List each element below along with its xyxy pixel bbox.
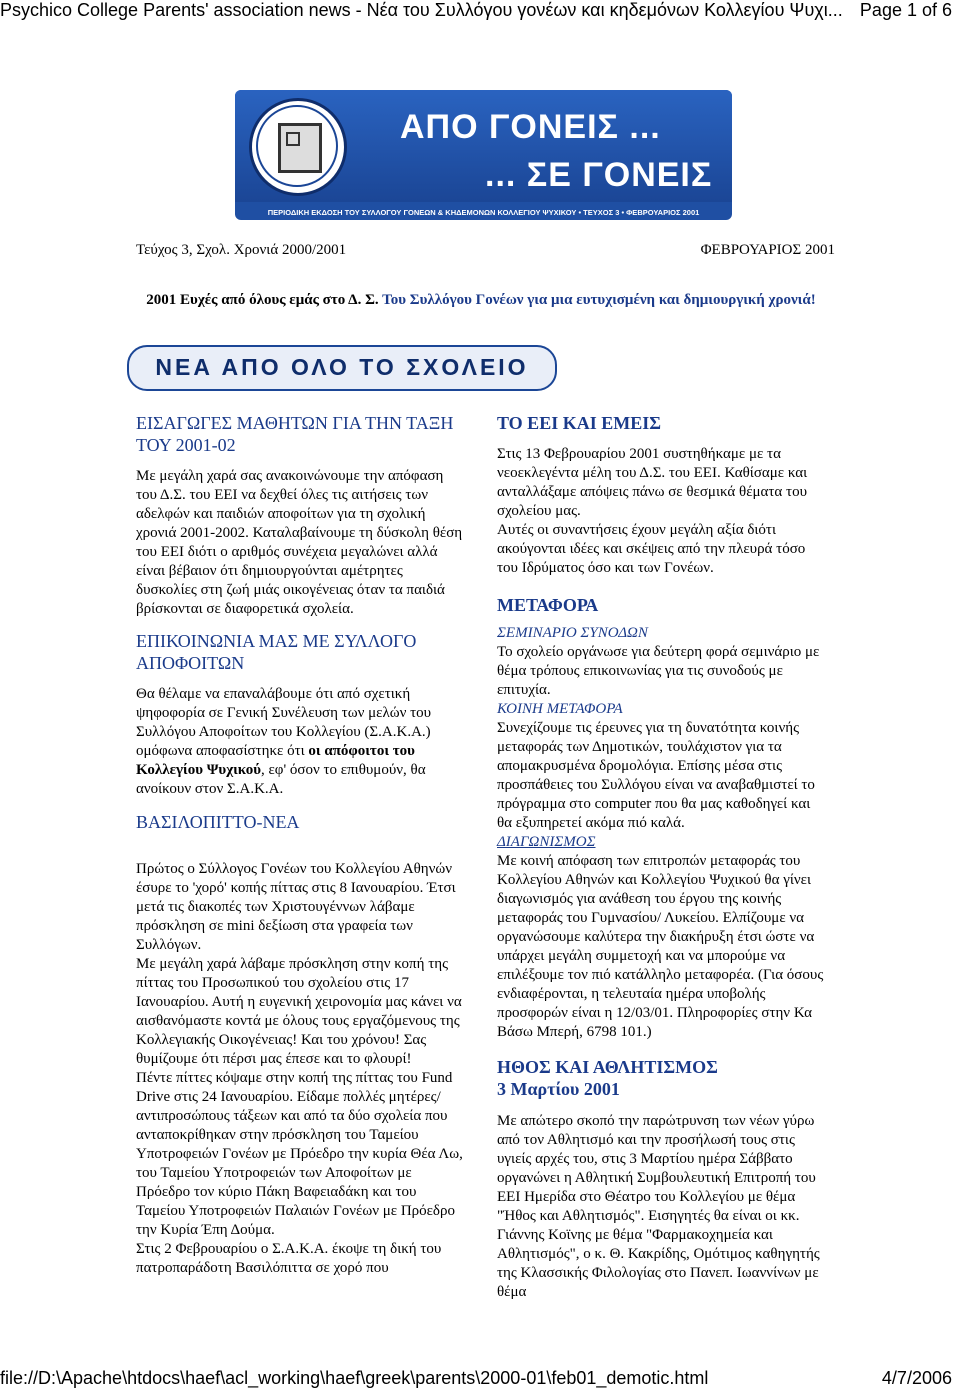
page-number: Page 1 of 6 bbox=[859, 0, 952, 20]
vasilopitta-p4: Στις 2 Φεβρουαρίου ο Σ.Α.Κ.Α. έκοψε τη δική του πατροπαράδοτη Βασιλόπιττα σε χορό που bbox=[136, 1241, 442, 1276]
transport-p2: Συνεχίζουμε τις έρευνες για τη δυνατότητα κοινής μεταφοράς των Δημοτικών, τουλάχιστον για τα απομακρυσμένα δρομολόγια. Επίσης μέσα στις προσπάθειες του Συλλόγου είναι να αναβαθμιστεί το πρόγραμμα στο computer που θα μας καθοδηγεί και θα εξυπηρετεί ακόμα πιό καλά. bbox=[497, 720, 815, 831]
footer-file-path: file://D:\Apache\htdocs\haef\acl_working\haef\greek\parents\2000-01\feb01_demotic.html bbox=[0, 1368, 709, 1388]
vasilopitta-p1: Πρώτος ο Σύλλογος Γονέων του Κολλεγίου Αθηνών έσυρε το 'χορό' κοπής πίττας στις 8 Ιανουαρίου. Έτσι μετά τις διακοπές των Χριστουγέννων λάβαμε πρόσκληση σε mini δεξίωση στα γραφεία των Συλλόγων. bbox=[136, 861, 456, 953]
alumni-title: ΕΠΙΚΟΙΝΩΝΙΑ ΜΑΣ ΜΕ ΣΥΛΛΟΓΟ ΑΠΟΦΟΙΤΩΝ bbox=[136, 631, 417, 673]
transport-p3: Με κοινή απόφαση των επιτροπών μεταφοράς του Κολλεγίου Αθηνών και Κολλεγίου Ψυχικού θα γίνει διαγωνισμός για ανάθεση του έργου της κοινής μεταφοράς του Γυμνασίου/ Λυκείου. Ελπίζουμε να οργανώσουμε καλύτερα την διακήρυξη έτσι ώστε να υπάρχει μεγάλη συμμετοχή και να μπορούμε να επιλέξουμε τον πιό κατάλληλο μεταφορέα. (Για όσους ενδιαφέρονται, η τελευταία ημέρα υποβολής προσφορών είναι η 12/03/01. Πληροφορίες στην Κα Βάσω Μπερή, 6798 101.) bbox=[497, 853, 824, 1040]
vasilopitta-p3: Πέντε πίττες κόψαμε στην κοπή της πίττας του Fund Drive στις 24 Ιανουαρίου. Είδαμε πολλές μητέρες/ αντιπροσώπους τάξεων και από τα δύο σχολεία που ανταποκρίθηκαν στην πρόσκληση του Ταμείου Υποτροφειών Γονέων με Πρόεδρο την κυρία Θέα Λω, του Ταμείου Υποτροφειών των Αποφοίτων με Πρόεδρο τον κύριο Πάκη Βαφειαδάκη και του Ταμείου Υποτροφειών Παλαιών Γονέων με Πρόεδρο την Κυρία Έπη Δούμα. bbox=[136, 1070, 463, 1238]
eei-title: ΤΟ ΕΕΙ ΚΑΙ ΕΜΕΙΣ bbox=[497, 413, 661, 433]
alumni-body-text1: Θα θέλαμε να επαναλάβουμε ότι από σχετική ψηφοφορία σε Γενική Συνέλευση των μελών του Συλλόγου Αποφοίτων του Κολλεγίου (Σ.Α.Κ.Α.) ομόφωνα αποφασίστηκε ότι bbox=[136, 686, 432, 759]
news-banner-label: ΝΕΑ ΑΠΟ ΟΛΟ ΤΟ ΣΧΟΛΕΙΟ bbox=[155, 354, 529, 380]
association-crest-icon bbox=[249, 98, 347, 196]
footer-date: 4/7/2006 bbox=[881, 1368, 952, 1388]
transport-sub-shared: ΚΟΙΝΗ ΜΕΤΑΦΟΡΑ bbox=[497, 701, 623, 717]
left-column bbox=[136, 412, 466, 1278]
transport-p1: Το σχολείο οργάνωσε για δεύτερη φορά σεμινάριο με θέμα τρόπους επικοινωνίας για τις συνοδούς με επιτυχία. bbox=[497, 644, 820, 698]
transport-sub-tender: ΔΙΑΓΩΝΙΣΜΟΣ bbox=[497, 834, 596, 850]
issue-info: Τεύχος 3, Σχολ. Χρονιά 2000/2001 bbox=[136, 242, 347, 258]
ethics-date: 3 Μαρτίου 2001 bbox=[497, 1079, 620, 1099]
admissions-title: ΕΙΣΑΓΩΓΕΣ ΜΑΘΗΤΩΝ ΓΙΑ ΤΗΝ ΤΑΞΗ ΤΟΥ 2001-02 bbox=[136, 413, 454, 455]
masthead-line2: ... ΣΕ ΓΟΝΕΙΣ bbox=[485, 156, 713, 194]
ethics-body: Με απώτερο σκοπό την παρώτρυνση των νέων γύρω από τον Αθλητισμό και την προσήλωσή τους στις υγιείς αρχές του, στις 3 Μαρτίου ημέρα Σάββατο οργανώνει η Αθλητική Συμβουλευτική Επιτροπή του ΕΕΙ Ημερίδα στο Θέατρο του Κολλεγίου με θέμα "Ήθος και Αθλητισμός". Εισηγητές θα είναι οι κκ. Γιάννης Κοϊνης με θέμα "Φαρμακοχημεία και Αθλητισμός", ο κ. Θ. Κακρίδης, Ομότιμος καθηγητής της Κλασσικής Φιλολογίας στο Πανεπ. Ιωαννίνων με θέμα bbox=[497, 1113, 820, 1300]
right-column bbox=[497, 412, 827, 1302]
greeting bbox=[136, 291, 826, 311]
admissions-body: Με μεγάλη χαρά σας ανακοινώνουμε την απόφαση του Δ.Σ. του ΕΕΙ να δεχθεί όλες τις αιτήσεις των αδελφών και παιδιών αποφοίτων για τη σχολική χρονιά 2001-2002. Καταλαβαίνουμε τη δύσκολη θέση του ΕΕΙ διότι ο αριθμός συνέχεια μεγαλώνει αλλά είναι βέβαιον ότι δημιουργούνται αμέτρητες δυσκολίες στη ζωή μιάς οικογένειας όταν τα παιδιά βρίσκονται σε διαφορετικά σχολεία. bbox=[136, 468, 463, 617]
greeting-part2: Του Συλλόγου Γονέων για μια ευτυχισμένη και δημιουργική χρονιά! bbox=[382, 292, 816, 308]
transport-sub-seminar: ΣΕΜΙΝΑΡΙΟ ΣΥΝΟΔΩΝ bbox=[497, 625, 648, 641]
vasilopitta-title: ΒΑΣΙΛΟΠΙΤΤΟ-ΝΕΑ bbox=[136, 812, 300, 832]
greeting-part1: 2001 Ευχές από όλους εμάς στο Δ. Σ. bbox=[146, 292, 383, 308]
transport-title: ΜΕΤΑΦΟΡΑ bbox=[497, 595, 599, 615]
eei-p1: Στις 13 Φεβρουαρίου 2001 συστηθήκαμε με τα νεοεκλεγέντα μέλη του Δ.Σ. του ΕΕΙ. Καθίσαμε και ανταλλάξαμε απόψεις πάνω σε θεσμικά θέματα του σχολείου μας. bbox=[497, 446, 808, 519]
ethics-title: ΗΘΟΣ ΚΑΙ ΑΘΛΗΤΙΣΜΟΣ bbox=[497, 1057, 718, 1077]
masthead-subtitle: ΠΕΡΙΟΔΙΚΗ ΕΚΔΟΣΗ ΤΟΥ ΣΥΛΛΟΓΟΥ ΓΟΝΕΩΝ & ΚΗΔΕΜΟΝΩΝ ΚΟΛΛΕΓΙΟΥ ΨΥΧΙΚΟΥ • ΤΕΥΧΟΣ 3 • ΦΕΒΡΟΥΑΡΙΟΣ 2001 bbox=[267, 208, 700, 217]
page-header-title: Psychico College Parents' association news - Νέα του Συλλόγου γονέων και κηδεμόνων Κολλεγίου Ψυχι... bbox=[0, 0, 843, 20]
alumni-body bbox=[136, 685, 466, 799]
masthead-line1: ΑΠΟ ΓΟΝΕΙΣ ... bbox=[400, 108, 661, 146]
alumni-body-bold: οι απόφοιτοι του Κολλεγίου Ψυχικού bbox=[136, 743, 415, 778]
issue-month: ΦΕΒΡΟΥΑΡΙΟΣ 2001 bbox=[700, 242, 835, 258]
alumni-body-text2: , εφ' όσον το επιθυμούν, θα ανοίκουν στον Σ.Α.Κ.Α. bbox=[136, 762, 426, 797]
vasilopitta-p2: Με μεγάλη χαρά λάβαμε πρόσκληση στην κοπή της πίττας του Προσωπικού του σχολείου στις 17 Ιανουαρίου. Αυτή η ευγενική χειρονομία μας κάνει να αισθανόμαστε κοντά με όλους τους εργαζόμενους της Κολλεγιακής Οικογένειας! Και του χρόνου! Σας θυμίζουμε ότι πέρσι μας έπεσε και το φλουρί! bbox=[136, 956, 462, 1067]
masthead-banner bbox=[235, 90, 732, 220]
eei-p2: Αυτές οι συναντήσεις έχουν μεγάλη αξία διότι ακούγονται ιδέες και σκέψεις από την πλευρά τόσο του Ιδρύματος όσο και των Γονέων. bbox=[497, 522, 806, 576]
news-banner bbox=[127, 345, 557, 391]
